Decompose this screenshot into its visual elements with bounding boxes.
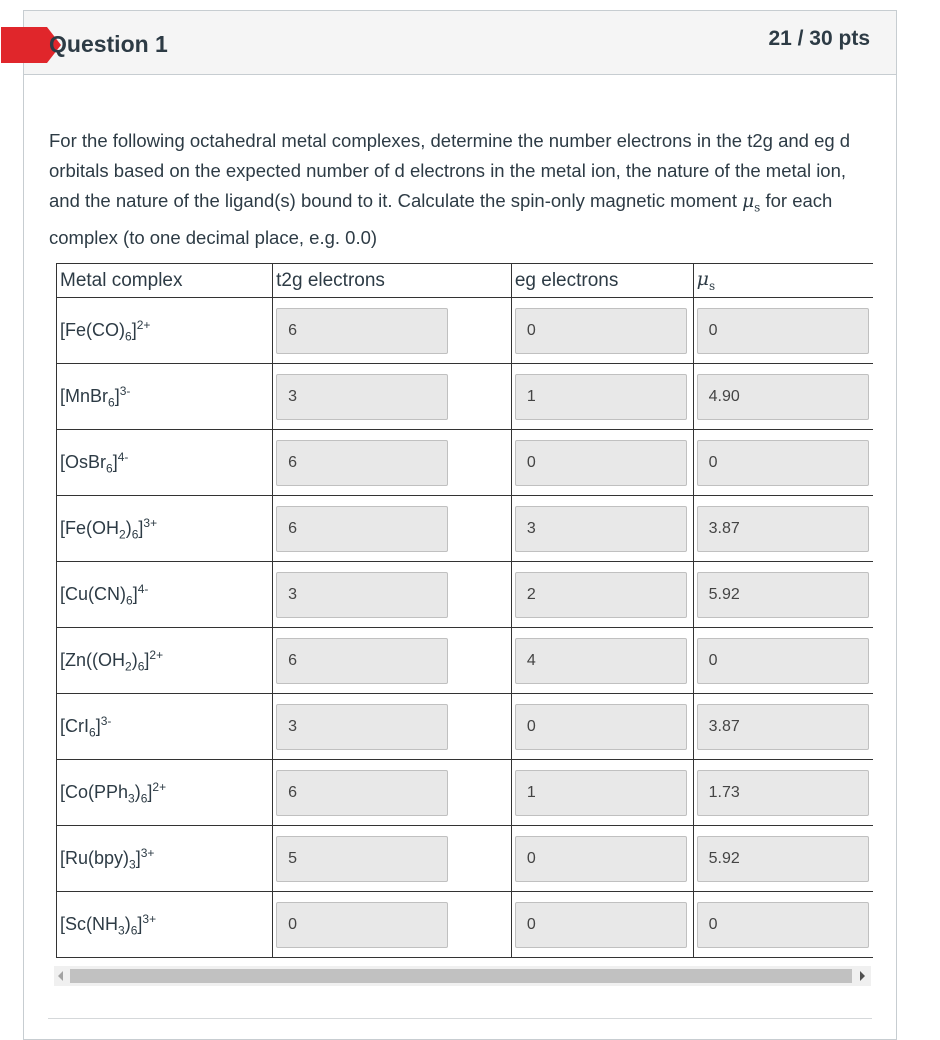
mu-input[interactable]: 0 xyxy=(697,308,869,354)
eg-cell xyxy=(511,430,693,496)
eg-input[interactable]: 0 xyxy=(515,440,687,486)
table-row xyxy=(57,562,874,628)
question-points: 21 / 30 pts xyxy=(768,27,870,50)
table-row xyxy=(57,892,874,958)
eg-input[interactable]: 0 xyxy=(515,704,687,750)
eg-input[interactable]: 1 xyxy=(515,770,687,816)
table-row xyxy=(57,628,874,694)
t2g-cell xyxy=(273,892,512,958)
metal-complex-cell: [MnBr$_6$]$^{3-}$ xyxy=(57,364,273,430)
table-header-row xyxy=(57,264,874,298)
header-eg: eg electrons xyxy=(511,264,693,298)
divider xyxy=(48,1018,872,1019)
question-header xyxy=(24,11,896,75)
t2g-input[interactable]: 3 xyxy=(276,704,448,750)
eg-input[interactable]: 0 xyxy=(515,308,687,354)
mu-cell xyxy=(693,826,873,892)
mu-cell xyxy=(693,628,873,694)
metal-complex-cell: [OsBr$_6$]$^{4-}$ xyxy=(57,430,273,496)
t2g-input[interactable]: 6 xyxy=(276,638,448,684)
eg-cell xyxy=(511,562,693,628)
scroll-left-arrow-icon[interactable] xyxy=(58,971,63,981)
eg-input[interactable]: 4 xyxy=(515,638,687,684)
mu-cell xyxy=(693,694,873,760)
mu-input[interactable]: 1.73 xyxy=(697,770,869,816)
mu-input[interactable]: 0 xyxy=(697,440,869,486)
table-row xyxy=(57,430,874,496)
t2g-cell xyxy=(273,430,512,496)
t2g-input[interactable]: 0 xyxy=(276,902,448,948)
mu-cell xyxy=(693,430,873,496)
eg-cell xyxy=(511,298,693,364)
mu-cell xyxy=(693,892,873,958)
metal-complex-cell: $[Cu(CN)_6]^{4-}$ xyxy=(57,562,273,628)
prompt-text: For the following octahedral metal complexes, determine the number electrons in the t2g and eg d orbitals based on the expected number of d electrons in the metal ion, the nature of the metal ion, and the nature of the ligand(s) bound to it. Calculate the spin-only magnetic moment xyxy=(49,130,851,211)
t2g-cell xyxy=(273,628,512,694)
metal-complex-cell: $[Sc(NH_3)_6]^{3+}$ xyxy=(57,892,273,958)
t2g-cell xyxy=(273,298,512,364)
table-row xyxy=(57,694,874,760)
table-row xyxy=(57,760,874,826)
t2g-cell xyxy=(273,694,512,760)
metal-complex-cell: $[Fe(OH_2)_6]^{3+}$ xyxy=(57,496,273,562)
eg-input[interactable]: 0 xyxy=(515,836,687,882)
question-card xyxy=(23,10,897,1040)
metal-complex-cell: $[Co(PPh_3)_6]^{2+}$ xyxy=(57,760,273,826)
mu-input[interactable]: 5.92 xyxy=(697,572,869,618)
eg-input[interactable]: 2 xyxy=(515,572,687,618)
mu-cell xyxy=(693,760,873,826)
eg-cell xyxy=(511,760,693,826)
mu-input[interactable]: 5.92 xyxy=(697,836,869,882)
eg-cell xyxy=(511,826,693,892)
mu-cell xyxy=(693,298,873,364)
t2g-cell xyxy=(273,826,512,892)
t2g-cell xyxy=(273,496,512,562)
t2g-cell xyxy=(273,562,512,628)
eg-cell xyxy=(511,694,693,760)
eg-cell xyxy=(511,628,693,694)
eg-input[interactable]: 3 xyxy=(515,506,687,552)
t2g-input[interactable]: 6 xyxy=(276,308,448,354)
t2g-input[interactable]: 6 xyxy=(276,506,448,552)
mu-cell xyxy=(693,562,873,628)
table-row xyxy=(57,826,874,892)
horizontal-scrollbar[interactable] xyxy=(54,966,871,986)
mu-cell xyxy=(693,364,873,430)
t2g-input[interactable]: 3 xyxy=(276,572,448,618)
answer-table xyxy=(56,263,873,958)
metal-complex-cell: $[Ru(bpy)_3]^{3+}$ xyxy=(57,826,273,892)
scroll-thumb[interactable] xyxy=(70,969,852,983)
mu-input[interactable]: 0 xyxy=(697,902,869,948)
table-row xyxy=(57,364,874,430)
metal-complex-cell: $[CrI_6]^{3-}$ xyxy=(57,694,273,760)
prompt-suffix: for each complex (to one decimal place, e.g. 0.0) xyxy=(49,190,833,248)
t2g-input[interactable]: 6 xyxy=(276,770,448,816)
header-metal-complex: Metal complex xyxy=(57,264,273,298)
metal-complex-cell: [$Zn((OH_2)_6]^{2+}$ xyxy=(57,628,273,694)
question-title: Question 1 xyxy=(49,31,168,57)
eg-input[interactable]: 0 xyxy=(515,902,687,948)
t2g-input[interactable]: 6 xyxy=(276,440,448,486)
scroll-right-arrow-icon[interactable] xyxy=(860,971,865,981)
mu-cell xyxy=(693,496,873,562)
table-row xyxy=(57,298,874,364)
eg-cell xyxy=(511,364,693,430)
mu-input[interactable]: 3.87 xyxy=(697,506,869,552)
eg-input[interactable]: 1 xyxy=(515,374,687,420)
t2g-input[interactable]: 5 xyxy=(276,836,448,882)
t2g-input[interactable]: 3 xyxy=(276,374,448,420)
question-prompt xyxy=(49,126,879,253)
header-t2g: t2g electrons xyxy=(273,264,512,298)
eg-cell xyxy=(511,496,693,562)
mu-input[interactable]: 4.90 xyxy=(697,374,869,420)
header-mu: $\mu_s$ xyxy=(693,264,873,298)
mu-input[interactable]: 3.87 xyxy=(697,704,869,750)
t2g-cell xyxy=(273,760,512,826)
table-row xyxy=(57,496,874,562)
metal-complex-cell: $[Fe(CO)_6]^{2+}$ xyxy=(57,298,273,364)
t2g-cell xyxy=(273,364,512,430)
mu-input[interactable]: 0 xyxy=(697,638,869,684)
eg-cell xyxy=(511,892,693,958)
answer-table-viewport xyxy=(56,263,873,967)
mu-symbol: $\mu_s$ xyxy=(742,191,761,215)
